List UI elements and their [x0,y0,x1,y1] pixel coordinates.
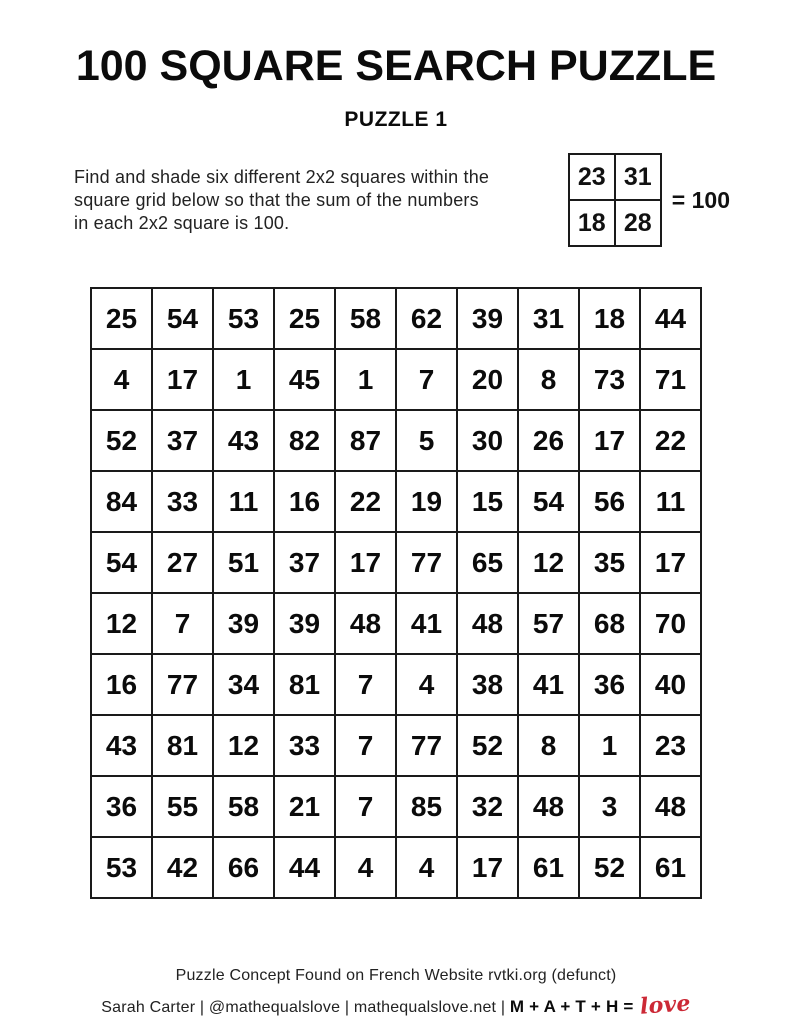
grid-cell[interactable]: 7 [152,593,213,654]
grid-cell[interactable]: 12 [91,593,152,654]
grid-cell[interactable]: 22 [335,471,396,532]
grid-cell[interactable]: 32 [457,776,518,837]
grid-cell[interactable]: 30 [457,410,518,471]
grid-cell[interactable]: 73 [579,349,640,410]
grid-cell[interactable]: 38 [457,654,518,715]
grid-cell[interactable]: 77 [396,532,457,593]
grid-cell[interactable]: 11 [213,471,274,532]
grid-cell[interactable]: 81 [274,654,335,715]
table-row [91,471,701,532]
table-row [91,837,701,898]
grid-cell[interactable]: 25 [274,288,335,349]
grid-cell[interactable]: 61 [518,837,579,898]
grid-cell[interactable]: 54 [152,288,213,349]
grid-cell[interactable]: 22 [640,410,701,471]
grid-cell[interactable]: 17 [335,532,396,593]
grid-cell[interactable]: 44 [640,288,701,349]
intro-section [0,156,792,247]
grid-cell[interactable]: 17 [152,349,213,410]
grid-cell[interactable]: 87 [335,410,396,471]
author-credit-text: Sarah Carter | @mathequalslove | mathequalslove.net | [101,999,506,1016]
grid-cell[interactable]: 58 [335,288,396,349]
grid-cell[interactable]: 12 [213,715,274,776]
table-row [91,532,701,593]
grid-cell[interactable]: 1 [335,349,396,410]
grid-cell[interactable]: 54 [518,471,579,532]
grid-cell[interactable]: 43 [213,410,274,471]
grid-cell[interactable]: 17 [579,410,640,471]
love-script-logo: love [639,990,692,1020]
grid-cell[interactable]: 39 [213,593,274,654]
grid-cell[interactable]: 31 [518,288,579,349]
grid-cell[interactable]: 62 [396,288,457,349]
table-row [91,776,701,837]
grid-cell[interactable]: 42 [152,837,213,898]
grid-cell[interactable]: 44 [274,837,335,898]
grid-cell[interactable]: 23 [640,715,701,776]
example-2x2-square [568,153,662,247]
grid-cell[interactable]: 37 [152,410,213,471]
example-cell: 23 [569,154,615,200]
puzzle-worksheet [0,42,792,1024]
grid-cell[interactable]: 21 [274,776,335,837]
grid-cell[interactable]: 48 [640,776,701,837]
grid-cell[interactable]: 57 [518,593,579,654]
instructions-text [74,156,489,235]
example-cell: 31 [615,154,661,200]
grid-cell[interactable]: 85 [396,776,457,837]
grid-cell[interactable]: 8 [518,349,579,410]
grid-cell[interactable]: 40 [640,654,701,715]
table-row [91,288,701,349]
grid-cell[interactable]: 65 [457,532,518,593]
grid-cell[interactable]: 77 [396,715,457,776]
grid-cell[interactable]: 17 [640,532,701,593]
grid-cell[interactable]: 48 [457,593,518,654]
grid-cell[interactable]: 19 [396,471,457,532]
table-row [91,593,701,654]
grid-cell[interactable]: 3 [579,776,640,837]
grid-cell[interactable]: 51 [213,532,274,593]
grid-cell[interactable]: 1 [213,349,274,410]
grid-cell[interactable]: 35 [579,532,640,593]
grid-cell[interactable]: 39 [457,288,518,349]
grid-cell[interactable]: 55 [152,776,213,837]
grid-cell[interactable]: 11 [640,471,701,532]
instructions-line: in each 2x2 square is 100. [74,213,290,233]
example-cell: 28 [615,200,661,246]
table-row [91,654,701,715]
grid-cell[interactable]: 41 [396,593,457,654]
puzzle-concept-credit: Puzzle Concept Found on French Website rvtki.org (defunct) [175,967,617,984]
grid-cell[interactable]: 48 [335,593,396,654]
grid-cell[interactable]: 56 [579,471,640,532]
grid-cell[interactable]: 66 [213,837,274,898]
grid-cell[interactable]: 37 [274,532,335,593]
grid-cell[interactable]: 81 [152,715,213,776]
instructions-line: Find and shade six different 2x2 squares within the [74,167,490,187]
grid-cell[interactable]: 53 [213,288,274,349]
puzzle-number-subtitle: PUZZLE 1 [344,108,448,131]
grid-cell[interactable]: 4 [396,654,457,715]
example-cell: 18 [569,200,615,246]
grid-cell[interactable]: 53 [91,837,152,898]
grid-cell[interactable]: 84 [91,471,152,532]
grid-cell[interactable]: 82 [274,410,335,471]
table-row [569,200,661,246]
grid-cell[interactable]: 54 [91,532,152,593]
grid-cell[interactable]: 27 [152,532,213,593]
grid-cell[interactable]: 52 [91,410,152,471]
grid-cell[interactable]: 12 [518,532,579,593]
grid-cell[interactable]: 43 [91,715,152,776]
author-credit-line [0,992,792,1018]
grid-cell[interactable]: 33 [152,471,213,532]
grid-cell[interactable]: 17 [457,837,518,898]
grid-cell[interactable]: 15 [457,471,518,532]
table-row [91,349,701,410]
grid-cell[interactable]: 41 [518,654,579,715]
grid-cell[interactable]: 25 [91,288,152,349]
grid-cell[interactable]: 52 [457,715,518,776]
grid-cell[interactable]: 26 [518,410,579,471]
grid-cell[interactable]: 4 [335,837,396,898]
grid-cell[interactable]: 5 [396,410,457,471]
grid-cell[interactable]: 7 [335,715,396,776]
grid-cell[interactable]: 4 [91,349,152,410]
grid-cell[interactable]: 70 [640,593,701,654]
grid-cell[interactable]: 39 [274,593,335,654]
grid-cell[interactable]: 77 [152,654,213,715]
table-row [91,410,701,471]
grid-cell[interactable]: 68 [579,593,640,654]
footer [0,967,792,1018]
grid-cell[interactable]: 61 [640,837,701,898]
grid-cell[interactable]: 4 [396,837,457,898]
grid-cell[interactable]: 20 [457,349,518,410]
grid-cell[interactable]: 16 [91,654,152,715]
grid-cell[interactable]: 58 [213,776,274,837]
grid-cell[interactable]: 18 [579,288,640,349]
table-row [569,154,661,200]
grid-cell[interactable]: 36 [91,776,152,837]
grid-cell[interactable]: 33 [274,715,335,776]
grid-cell[interactable]: 45 [274,349,335,410]
page-title: 100 SQUARE SEARCH PUZZLE [75,42,717,90]
number-grid [90,287,702,899]
table-row [91,715,701,776]
grid-cell[interactable]: 36 [579,654,640,715]
grid-cell[interactable]: 8 [518,715,579,776]
example-result-label: = 100 [671,186,730,213]
grid-cell[interactable]: 7 [396,349,457,410]
grid-cell[interactable]: 52 [579,837,640,898]
grid-cell[interactable]: 48 [518,776,579,837]
grid-cell[interactable]: 34 [213,654,274,715]
example-sum-demo [568,153,730,247]
grid-cell[interactable]: 16 [274,471,335,532]
grid-cell[interactable]: 7 [335,654,396,715]
instructions-line: square grid below so that the sum of the numbers [74,190,479,210]
grid-cell[interactable]: 71 [640,349,701,410]
grid-cell[interactable]: 7 [335,776,396,837]
grid-cell[interactable]: 1 [579,715,640,776]
math-equals-love-brand: M + A + T + H = [509,997,634,1016]
